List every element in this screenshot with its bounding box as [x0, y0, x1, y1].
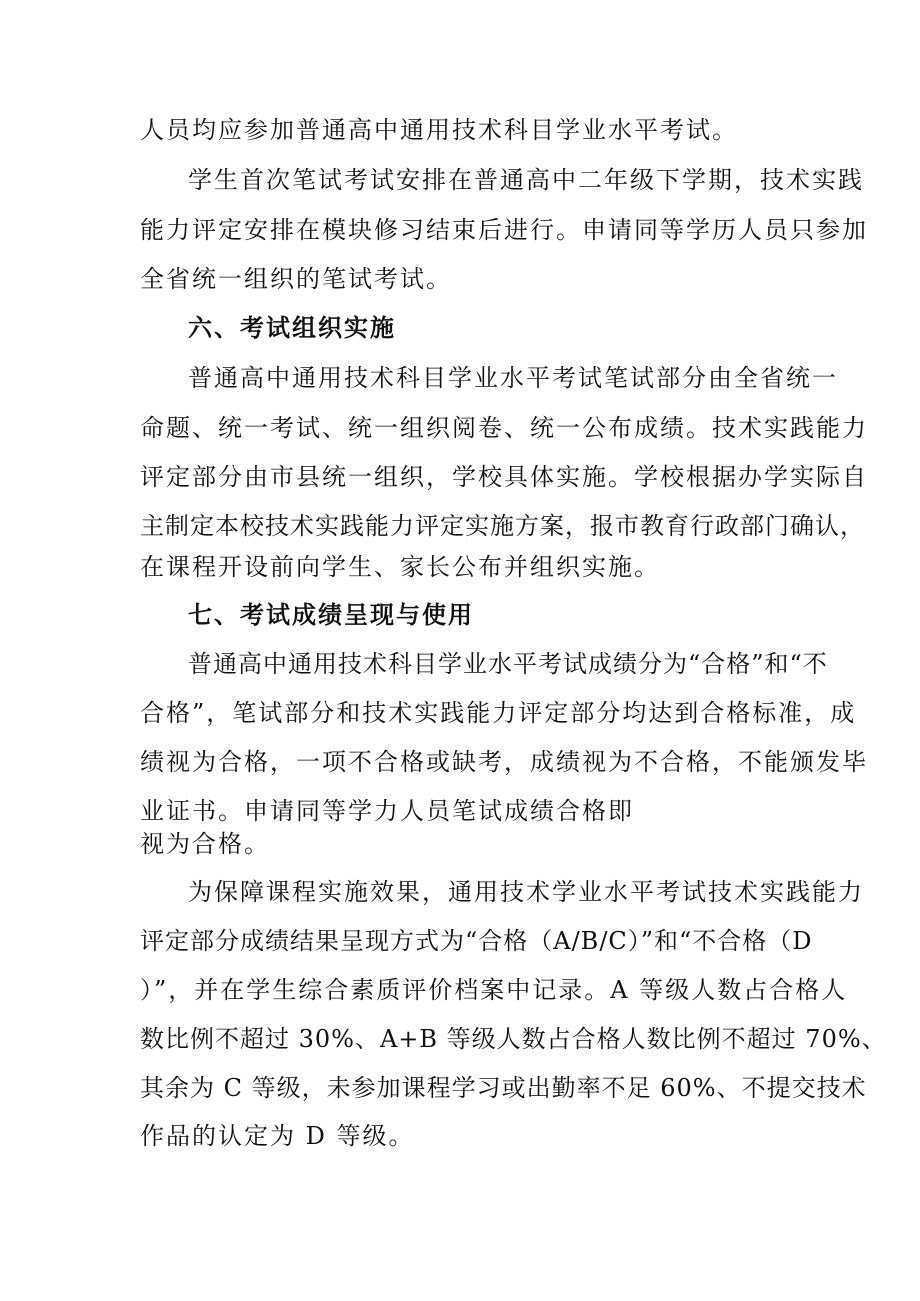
paragraph-line: 能力评定安排在模块修习结束后进行。申请同等学历人员只参加	[140, 216, 868, 244]
paragraph-line: 在课程开设前向学生、家长公布并组织实施。	[140, 553, 660, 581]
paragraph-line: 业证书。申请同等学力人员笔试成绩合格即	[140, 797, 634, 825]
paragraph-line: 视为合格。	[140, 830, 270, 858]
paragraph-line: 合格”，笔试部分和技术实践能力评定部分均达到合格标准，成	[140, 699, 857, 727]
paragraph-line: 主制定本校技术实践能力评定实施方案，报市教育行政部门确认，	[140, 512, 865, 540]
paragraph-line: 数比例不超过 30%、A+B 等级人数占合格人数比例不超过 70%、	[140, 1025, 887, 1053]
paragraph-line: 绩视为合格，一项不合格或缺考，成绩视为不合格，不能颁发毕	[140, 748, 868, 776]
paragraph-line: 命题、统一考试、统一组织阅卷、统一公布成绩。技术实践能力	[140, 414, 868, 442]
paragraph-line: 普通高中通用技术科目学业水平考试笔试部分由全省统一	[188, 364, 838, 392]
paragraph-line: 其余为 C 等级，未参加课程学习或出勤率不足 60%、不提交技术	[140, 1074, 867, 1102]
section-heading: 七、考试成绩呈现与使用	[188, 601, 474, 629]
section-heading: 六、考试组织实施	[188, 314, 396, 342]
paragraph-line: 作品的认定为 D 等级。	[140, 1122, 415, 1150]
paragraph-line: 评定部分由市县统一组织，学校具体实施。学校根据办学实际自	[140, 463, 868, 491]
paragraph-line: 普通高中通用技术科目学业水平考试成绩分为“合格”和“不	[188, 650, 828, 678]
paragraph-line: 评定部分成绩结果呈现方式为“合格（A/B/C）”和“不合格（D	[140, 927, 813, 955]
paragraph-line: 学生首次笔试考试安排在普通高中二年级下学期，技术实践	[188, 166, 864, 194]
paragraph-line: 为保障课程实施效果，通用技术学业水平考试技术实践能力	[188, 878, 864, 906]
paragraph-line: 全省统一组织的笔试考试。	[140, 265, 452, 293]
paragraph-line: 人员均应参加普通高中通用技术科目学业水平考试。	[140, 116, 738, 144]
paragraph-line: ）”，并在学生综合素质评价档案中记录。A 等级人数占合格人	[140, 976, 848, 1004]
